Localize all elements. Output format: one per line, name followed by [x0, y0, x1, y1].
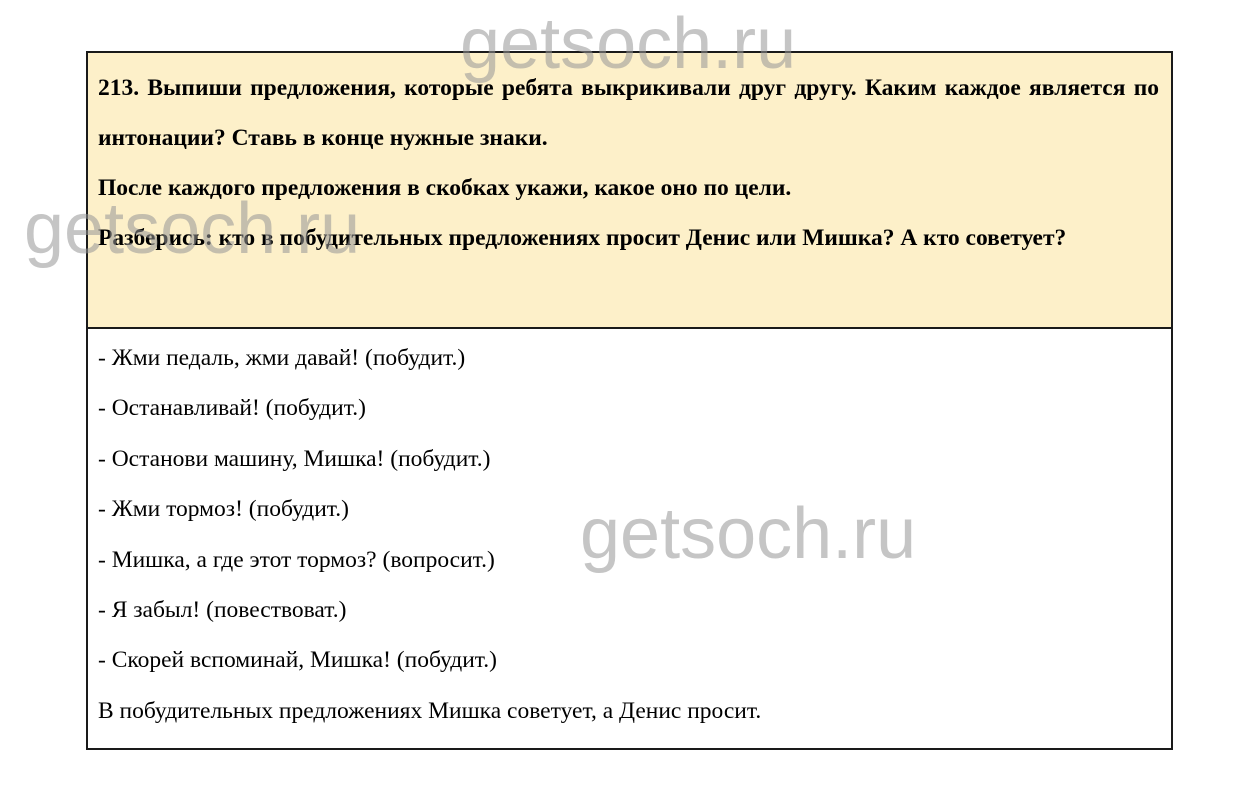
answer-line: - Жми тормоз! (побудит.): [98, 496, 350, 523]
task-paragraph-2: После каждого предложения в скобках укажи, какое оно по цели.: [98, 175, 792, 201]
watermark-left: getsoch.ru: [24, 189, 361, 269]
answer-line: - Мишка, а где этот тормоз? (вопросит.): [98, 546, 495, 573]
answer-conclusion: В побудительных предложениях Мишка советует, а Денис просит.: [98, 697, 762, 724]
answer-line: - Я забыл! (повествоват.): [98, 597, 347, 624]
answer-line: - Жми педаль, жми давай! (побудит.): [98, 345, 466, 371]
task-statement: [88, 53, 1171, 329]
watermark-center: getsoch.ru: [580, 494, 917, 574]
task-paragraph-1: 213. Выпиши предложения, которые ребята выкрикивали друг другу. Каким каждое является по интонации? Ставь в конце нужные знаки.: [98, 75, 1159, 151]
answer-line: - Останавливай! (побудит.): [98, 395, 366, 422]
answer-line: - Останови машину, Мишка! (побудит.): [98, 445, 491, 472]
watermark-top: getsoch.ru: [460, 4, 797, 84]
task-paragraph-3: Разберись: кто в побудительных предложениях просит Денис или Мишка? А кто советует?: [98, 225, 1067, 251]
exercise-card: [86, 51, 1173, 750]
answer-block: [88, 329, 1171, 736]
answer-line: - Скорей вспоминай, Мишка! (побудит.): [98, 647, 498, 674]
